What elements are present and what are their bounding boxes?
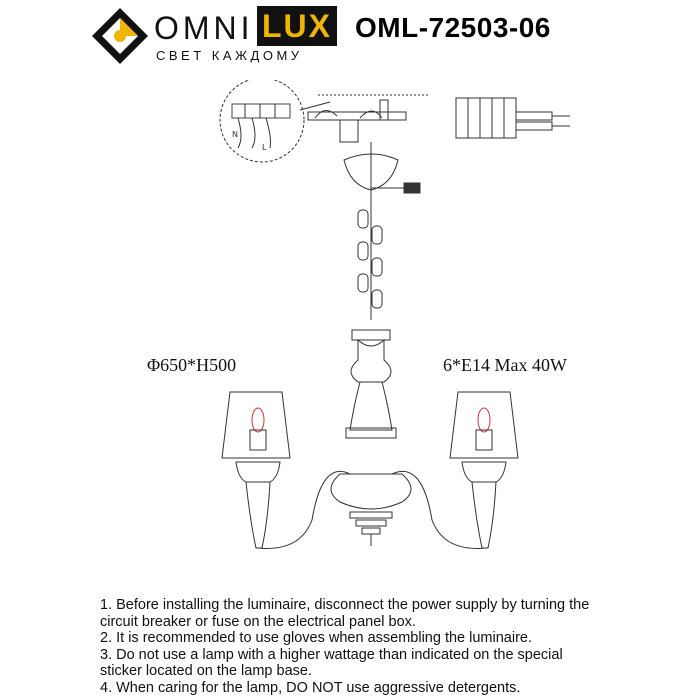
note-1: 1. Before installing the luminaire, disconnect the power supply by turning the circuit breaker or fuse on the electrical panel box. — [100, 597, 590, 630]
brand-logo — [90, 6, 330, 66]
model-number: OML-72503-06 — [355, 12, 551, 43]
note-4: 4. When caring for the lamp, DO NOT use aggressive detergents. — [100, 679, 521, 696]
note-3: 3. Do not use a lamp with a higher wattage than indicated on the special sticker located on the lamp base. — [100, 646, 563, 680]
neutral-label: N — [232, 130, 238, 139]
dimensions-label: Φ650*H500 — [147, 355, 237, 375]
wiring-detail — [220, 80, 330, 162]
note-2: 2. It is recommended to use gloves when assembling the luminaire. — [100, 630, 532, 647]
chandelier-drawing — [0, 80, 700, 560]
diamond-logo-icon — [90, 6, 150, 66]
live-label: L — [262, 143, 267, 152]
brand-tagline: СВЕТ КАЖДОМУ — [156, 48, 303, 63]
brand-name-omni: OMNI — [154, 10, 254, 46]
left-arm — [258, 471, 350, 548]
chandelier-body — [331, 330, 411, 546]
left-lamp — [222, 392, 290, 548]
brand-name-lux: LUX — [257, 6, 337, 46]
bulbs-label: 6*E14 Max 40W — [443, 355, 567, 375]
terminal-block — [456, 98, 570, 138]
installation-notes — [100, 597, 600, 697]
ceiling-mount — [308, 95, 430, 142]
chain — [358, 190, 382, 320]
right-lamp — [450, 392, 518, 548]
